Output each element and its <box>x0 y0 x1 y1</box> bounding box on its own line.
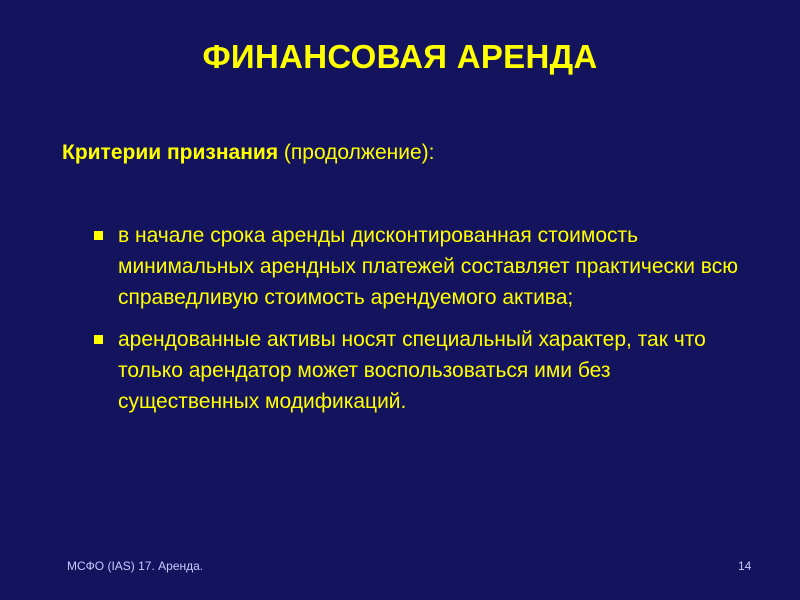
square-bullet-icon <box>94 231 103 240</box>
bullet-list <box>92 220 752 428</box>
page-number: 14 <box>738 559 752 573</box>
slide-subtitle <box>62 141 434 165</box>
slide-footer: МСФО (IAS) 17. Аренда. <box>67 559 204 573</box>
bullet-text: в начале срока аренды дисконтированная стоимость минимальных арендных платежей составляет практически всю справедливую стоимость арендуемого актива; <box>118 224 738 309</box>
bullet-item <box>92 220 752 313</box>
slide-title: ФИНАНСОВАЯ АРЕНДА <box>202 38 598 75</box>
square-bullet-icon <box>94 335 103 344</box>
bullet-text: арендованные активы носят специальный характер, так что только арендатор может воспользоваться ими без существенных модификаций. <box>118 328 706 413</box>
subtitle-regular: (продолжение): <box>278 141 435 164</box>
bullet-item <box>92 324 752 417</box>
subtitle-bold: Критерии признания <box>62 141 279 164</box>
